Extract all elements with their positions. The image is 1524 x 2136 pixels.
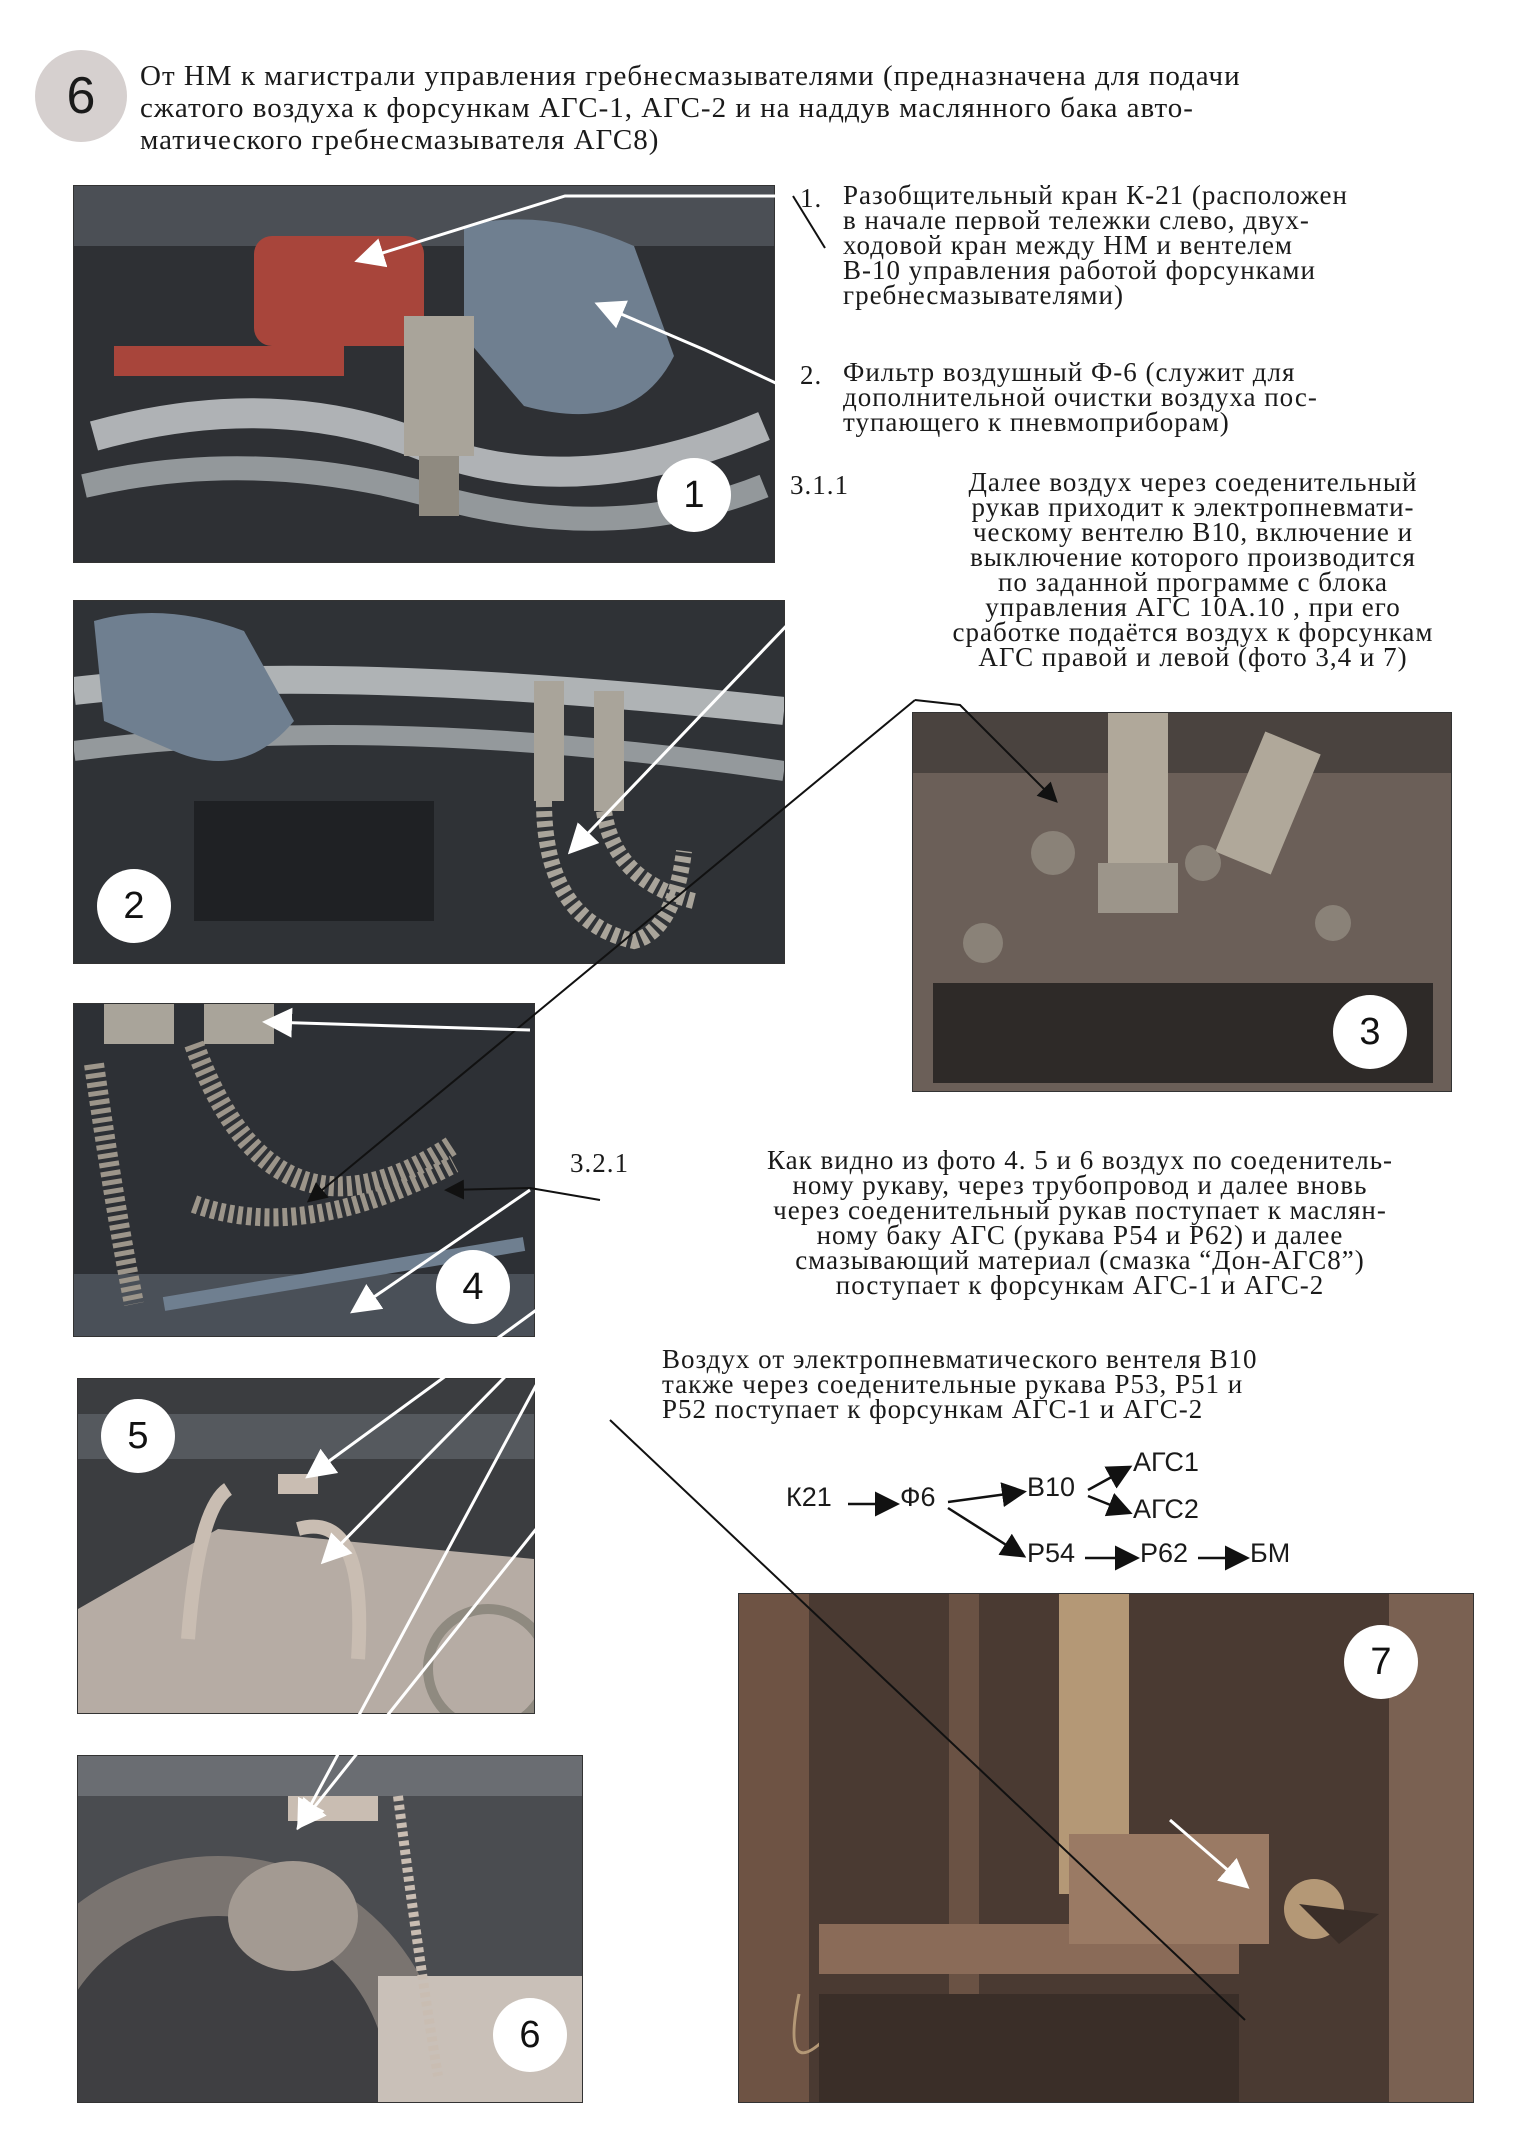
photo-5-label: 5 [101, 1399, 175, 1473]
photo-6-label: 6 [493, 1998, 567, 2072]
photo-2 [73, 600, 785, 964]
photo-5 [77, 1378, 535, 1714]
photo-7 [738, 1593, 1474, 2103]
item-2-text: Фильтр воздушный Ф-6 (служит для дополнительной очистки воздуха пос- тупающего к пневмоприборам) [843, 357, 1318, 437]
item-1-number: 1. [800, 183, 823, 213]
flow-b10: В10 [1027, 1472, 1076, 1502]
flow-f6: Ф6 [900, 1482, 936, 1512]
item-3-number: 3.1.1 [790, 470, 849, 500]
item-1-text: Разобщительный кран К-21 (расположен в начале первой тележки слево, двух- ходовой кран между НМ и вентелем В-10 управления работой форсунками гребнесмазывателями) [843, 180, 1348, 310]
photo-4-label: 4 [436, 1250, 510, 1324]
photo-1-label: 1 [657, 458, 731, 532]
note-text: Воздух от электропневматического вентеля В10 также через соеденительные рукава Р53, Р51 и Р52 поступает к форсункам АГС-1 и АГС-2 [662, 1344, 1258, 1424]
flow-ags1: АГС1 [1133, 1447, 1199, 1477]
photo-2-illustration [74, 601, 784, 963]
photo-2-label: 2 [97, 869, 171, 943]
photo-7-label: 7 [1344, 1625, 1418, 1699]
flow-arrow-f6-b10 [948, 1492, 1022, 1502]
photo-3 [912, 712, 1452, 1092]
item-4-text: Как видно из фото 4. 5 и 6 воздух по соеденитель- ному рукаву, через трубопровод и далее вновь через соеденительный рукав поступает к маслян- ному баку АГС (рукава Р54 и Р62) и далее смазывающий материал (смазка “Дон-АГС8”) поступает к форсункам АГС-1 и АГС-2 [766, 1145, 1394, 1300]
flow-bm: БМ [1250, 1538, 1291, 1568]
flow-arrow-b10-ags2 [1088, 1496, 1128, 1512]
item-2-number: 2. [800, 360, 823, 390]
item-4-number: 3.2.1 [570, 1148, 629, 1178]
photo-3-label: 3 [1333, 995, 1407, 1069]
item-3-text: Далее воздух через соеденительный рукав приходит к электропневмати- ческому вентелю В10, включение и выключение которого производится по заданной программе с блока управления АГС 10А.10 , при его сработке подаётся воздух к форсункам АГС правой и левой (фото 3,4 и 7) [952, 467, 1434, 672]
photo-6 [77, 1755, 583, 2103]
photo-4 [73, 1003, 535, 1337]
section-number-badge [35, 50, 127, 142]
flow-arrow-f6-p54 [948, 1508, 1022, 1555]
flow-ags2: АГС2 [1133, 1494, 1199, 1524]
flow-p62: Р62 [1140, 1538, 1189, 1568]
flow-arrow-b10-ags1 [1088, 1468, 1128, 1490]
flow-k21: К21 [786, 1482, 832, 1512]
flow-p54: Р54 [1027, 1538, 1076, 1568]
section-number: 6 [66, 67, 96, 125]
photo-1 [73, 185, 775, 563]
section-header-text: От НМ к магистрали управления гребнесмазывателями (предназначена для подачи сжатого воздуха к форсункам АГС-1, АГС-2 и на наддув маслянного бака авто- матического гребнесмазывателя АГС8) [140, 60, 1241, 156]
